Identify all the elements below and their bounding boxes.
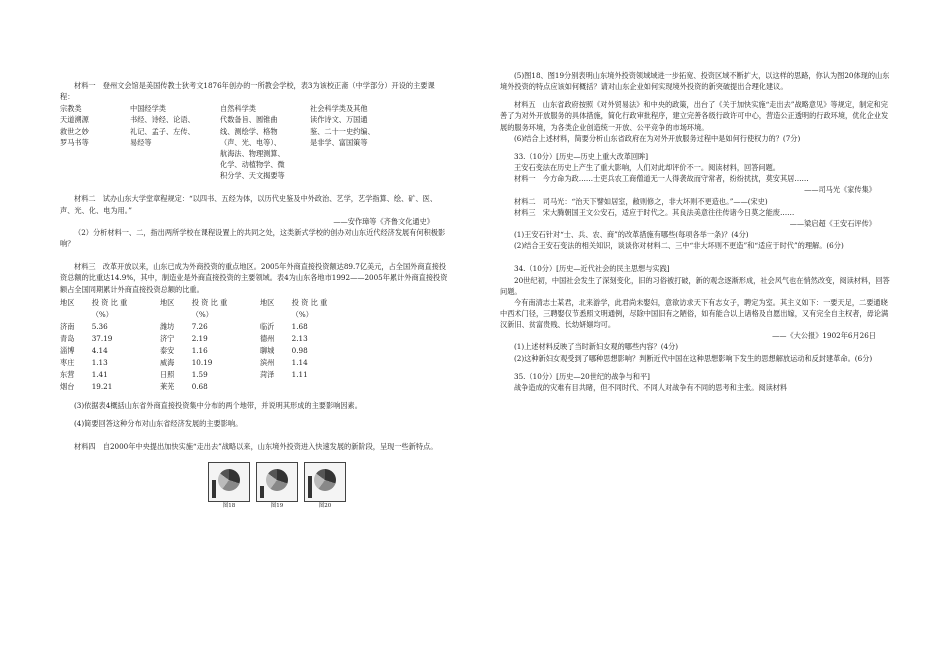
table-cell: 1.41 xyxy=(91,369,108,379)
table-cell xyxy=(292,381,360,393)
table-row xyxy=(60,333,360,345)
table-unit-row xyxy=(60,309,360,321)
table-cell: 10.19 xyxy=(191,357,213,367)
q33-question-1: (1)王安石针对“士、兵、农、商”的改革措施有哪些(每项各举一条)？(4分) xyxy=(514,230,749,240)
question-2: （2）分析材料一、二，指出两所学校在课程设置上的共同之处，这类新式学校的创办对山东近代经济发展有何积极影响？ xyxy=(60,227,446,249)
q34-heading: 34.（10分）[历史—近代社会的民主思想与实践] xyxy=(514,264,670,274)
material-5: 材料五 山东省政府按照《对外贸易法》和中央的政策，出台了《关于加快实施“走出去”战略意见》等规定，制定和完善了为对外开放服务的具体措施，简化行政审批程序，建立完善各级行政许可中心，营造公正透明的行政环境，优化企业发展的服务环境，为各类企业创造统一开放、公平竞争的市场环境。 xyxy=(500,100,889,132)
table-row xyxy=(60,321,360,333)
q34-question-2: (2)这种新妇女观受到了哪种思想影响？判断近代中国在这种思想影响下发生的思想解放运动和反封建革命。(6分) xyxy=(514,353,873,363)
table-cell: 潍坊 xyxy=(159,321,175,331)
table-unit-cell: （%） xyxy=(291,309,313,319)
course-natural-science: 自然科学类 代数备旨、圆锥曲 线、测绘学、格物 （声、光、电等）、 航海法、物理测算、 化学、动植物学、微 积分学、天文揭要等 xyxy=(220,104,285,181)
table-cell: 1.59 xyxy=(191,369,208,379)
q33-material-3: 材料三 宋大腾朝国王文公安石，适应于时代之。其良法美意往往传诸今日莫之能废…… xyxy=(514,207,795,217)
q34-intro: 20世纪初，中国社会发生了深刻变化，旧的习俗被打破，新的观念逐渐形成，社会风气也在悄然改变，阅读材料，回答问题。 xyxy=(500,275,890,296)
table-cell: 青岛 xyxy=(60,333,75,343)
table-header-cell: 投 资 比 重 xyxy=(191,297,228,307)
figure-group xyxy=(208,462,448,502)
figure-caption: 图18 xyxy=(222,503,236,510)
q33-question-2: (2)结合王安石变法的相关知识，谈谈你对材料二、三中“非大坏则不更造”和“适应于时代”的理解。(6分) xyxy=(514,241,844,251)
material-2-source: ——安作璋等《齐鲁文化通史》 xyxy=(333,216,434,226)
question-3: (3)依据表4概括山东省外商直接投资集中分布的两个地带，并说明其形成的主要影响因素。 xyxy=(74,400,362,410)
figure-20-image xyxy=(304,462,346,502)
table-cell: 济南 xyxy=(60,321,75,331)
table-row xyxy=(60,357,360,369)
table-cell: 日照 xyxy=(159,369,175,379)
table-cell: 烟台 xyxy=(60,381,75,391)
material-3: 材料三 改革开放以来，山东已成为外商投资的重点地区。2005年外商直接投资额达89.7亿美元，占全国外商直接投资总额的比重达14.9%，其中，制造业是外商直接投资的主要领域。表4为山东各地市1992——2005年累计外商直接投资额占全国同期累计外商直接投资总额的比重。 xyxy=(60,262,448,294)
table-cell: 聊城 xyxy=(259,345,275,355)
table-cell: 威海 xyxy=(159,357,175,367)
material-4: 材料四 自2000年中央提出加快实施“走出去”战略以来，山东境外投资进入快速发展的新阶段，呈现一些新特点。 xyxy=(74,441,438,451)
table-cell: 5.36 xyxy=(91,321,108,331)
material-1-intro: 材料一 登州文会馆是美国传教士狄考文1876年创办的一所教会学校，表3为该校正斋（中学部分）开设的主要课程： xyxy=(60,81,435,102)
table-cell: 泰安 xyxy=(159,345,175,355)
investment-table xyxy=(60,297,360,393)
q35-heading: 35.（10分）[历史—20世纪的战争与和平] xyxy=(514,371,650,381)
table-cell: 1.11 xyxy=(291,369,308,379)
q33-material-1-source: ——司马光《家传集》 xyxy=(804,185,876,195)
q34-question-1: (1)上述材料反映了当时新妇女观的哪些内容？(4分) xyxy=(514,342,679,352)
table-row xyxy=(60,345,360,357)
table-cell: 0.68 xyxy=(191,381,208,391)
table-unit-cell xyxy=(160,309,192,321)
table-header-cell: 地区 xyxy=(60,297,75,307)
table-row xyxy=(60,369,360,381)
q34-material: 今有南清志士某君，北来游学，此君尚未娶妇，意欲访求天下有志女子，聘定为室。其主义如下：一要天足，二要通晓中西术门径，三聘娶仅节悉照文明通例，尽除中国旧有之陋俗，如有能合以上诸格及自愿出嫁，又有完全自主权者，毋论满汉新旧、贫富贵贱、长幼妍媸均可。 xyxy=(500,297,889,330)
table-cell: 临沂 xyxy=(259,321,275,331)
table-cell: 1.14 xyxy=(291,357,308,367)
table-row xyxy=(60,381,360,393)
table-cell xyxy=(260,381,292,393)
figure-caption: 图19 xyxy=(270,503,284,510)
table-header-cell: 地区 xyxy=(259,297,275,307)
table-unit-cell: （%） xyxy=(191,309,213,319)
q34-material-source: ——《大公报》1902年6月26日 xyxy=(772,331,876,341)
table-cell: 2.13 xyxy=(291,333,308,343)
course-religion: 宗教类 天道溯源 救世之妙 罗马书等 xyxy=(60,104,89,147)
q33-material-3-source: ——梁启超《王安石评传》 xyxy=(789,218,876,228)
figure-captions xyxy=(208,502,448,511)
table-cell: 4.14 xyxy=(91,345,108,355)
table-cell: 2.19 xyxy=(191,333,208,343)
course-table xyxy=(60,103,448,181)
q33-intro: 王安石变法在历史上产生了重大影响，人们对此却评价不一。阅读材料，回答问题。 xyxy=(514,163,780,173)
right-column xyxy=(500,70,890,393)
figure-19-image xyxy=(256,462,298,502)
table-cell: 淄博 xyxy=(60,345,75,355)
q33-material-1: 材料一 今方命为政……士吏兵农工商僧道无一人得袭故而守常者，纷纷扰扰，莫安其居…… xyxy=(514,174,809,184)
table-cell: 东营 xyxy=(60,369,75,379)
table-cell: 37.19 xyxy=(91,333,113,343)
table-cell: 菏泽 xyxy=(259,369,275,379)
figure-18-image xyxy=(208,462,250,502)
table-cell: 济宁 xyxy=(159,333,175,343)
q33-material-2: 材料二 司马光：“治天下譬如居室，敝则修之，非大坏则不更造也。”——(宋史) xyxy=(514,196,768,206)
table-cell: 1.68 xyxy=(291,321,308,331)
table-cell: 莱芜 xyxy=(159,381,175,391)
table-cell: 19.21 xyxy=(91,381,113,391)
table-unit-cell xyxy=(260,309,292,321)
table-header-cell: 投 资 比 重 xyxy=(291,297,328,307)
left-column xyxy=(60,80,448,511)
table-unit-cell xyxy=(60,309,92,321)
table-cell: 滨州 xyxy=(259,357,275,367)
question-6: (6)结合上述材料，简要分析山东省政府在为对外开放服务过程中是如何行使权力的？(7分) xyxy=(514,133,801,143)
question-4: (4)简要回答这种分布对山东省经济发展的主要影响。 xyxy=(74,418,243,428)
table-cell: 7.26 xyxy=(191,321,208,331)
table-header-cell: 投 资 比 重 xyxy=(91,297,128,307)
table-header-row xyxy=(60,297,360,309)
material-2: 材料二 试办山东大学堂章程规定：“以四书、五经为体，以历代史鉴及中外政治、艺学，艺学指算、绘、矿、医、声、光、化、电为用。” xyxy=(60,194,438,215)
table-header-cell: 地区 xyxy=(159,297,175,307)
table-cell: 0.98 xyxy=(291,345,308,355)
table-cell: 1.16 xyxy=(191,345,208,355)
q35-intro: 战争造成的灾难有目共睹，但不同时代、不同人对战争有不同的思考和主张。阅读材料 xyxy=(514,382,788,392)
figure-caption: 图20 xyxy=(318,503,332,510)
table-cell: 1.13 xyxy=(91,357,108,367)
question-5: (5)图18、图19分别表明山东境外投资领域域进一步拓宽、投资区域不断扩大，以这样的思路，你认为图20体现的山东境外投资的特点应该如何概括？请对山东企业如何实现境外投资的新突破提出合理化建议。 xyxy=(500,71,890,92)
course-classics: 中国经学类 书经、诗经、论语、 礼记、孟子、左传、 易经等 xyxy=(130,104,195,147)
table-unit-cell: （%） xyxy=(91,309,113,319)
table-cell: 德州 xyxy=(259,333,275,343)
course-social-science: 社会科学类及其他 读作诗文、万国通 鉴、二十一史约编、 是非学、富国策等 xyxy=(310,104,375,147)
table-cell: 枣庄 xyxy=(60,357,75,367)
q33-heading: 33.（10分）[历史—历史上重大改革回眸] xyxy=(514,151,648,161)
